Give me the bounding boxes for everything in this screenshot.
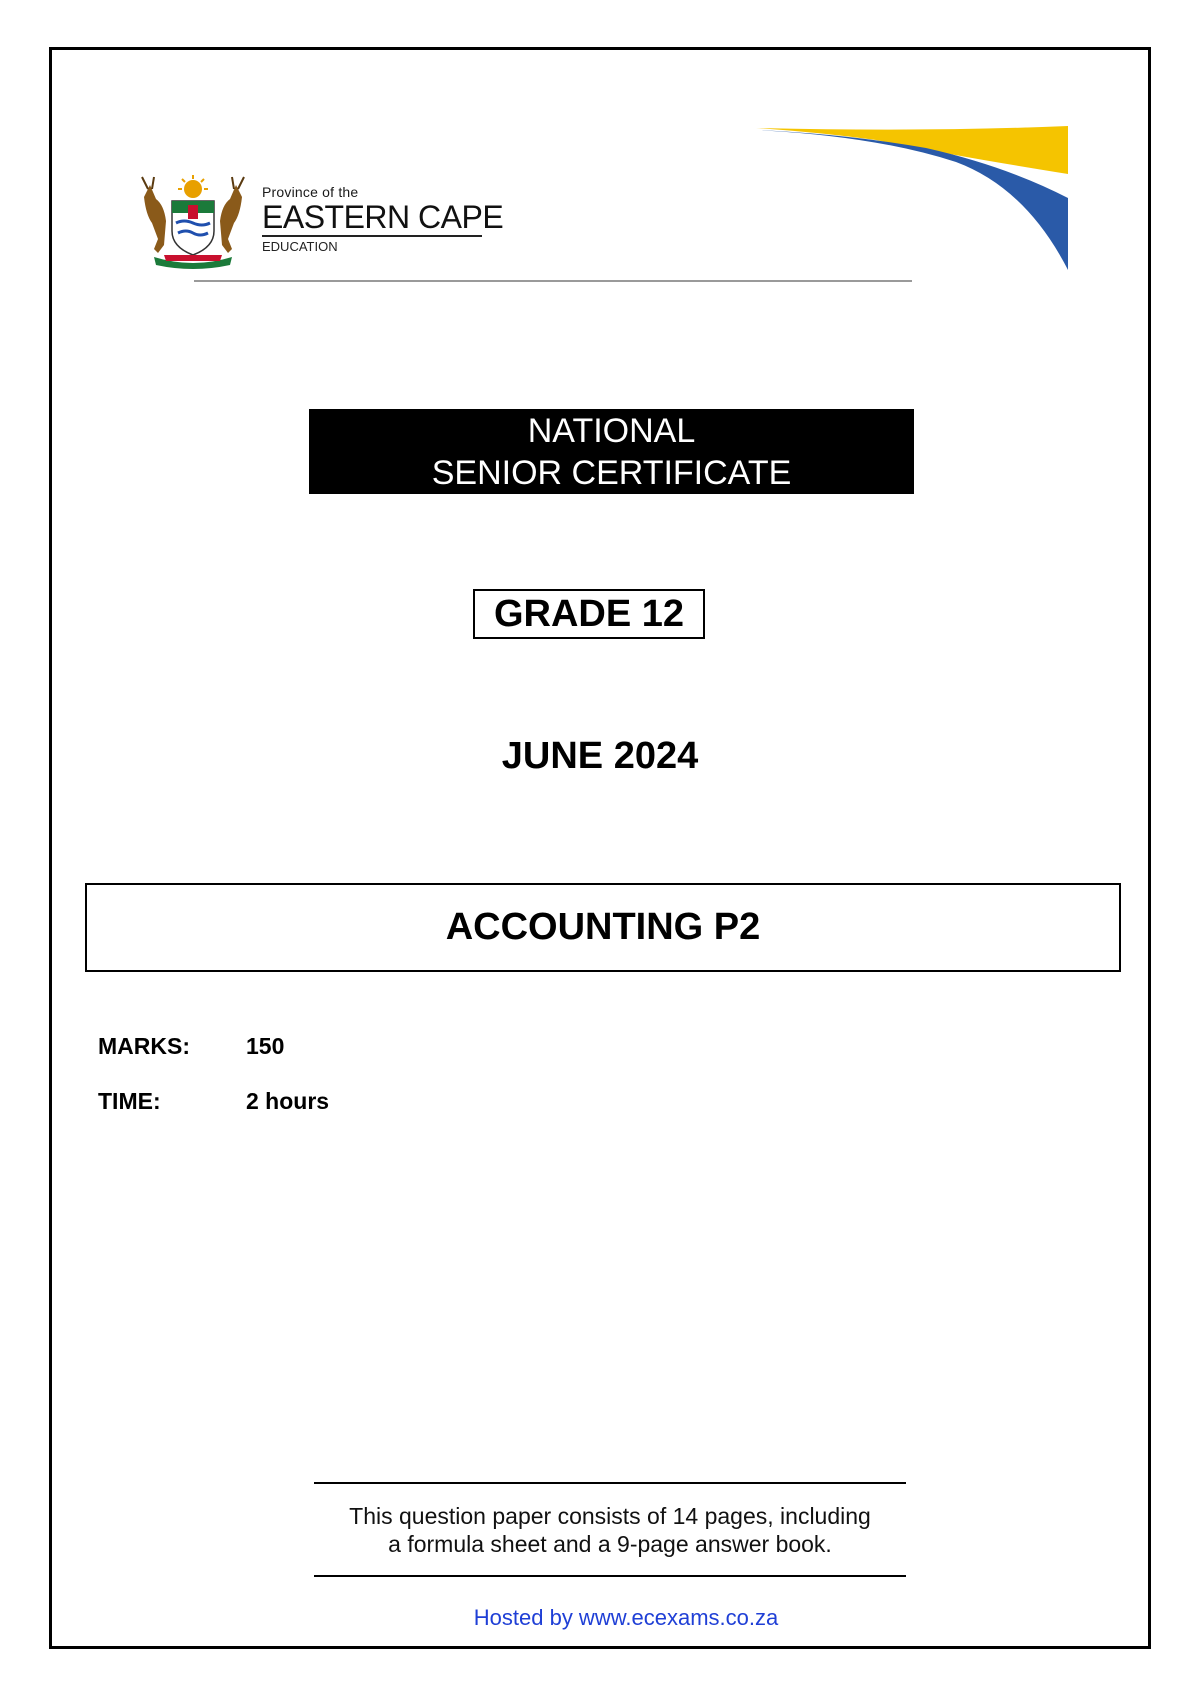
time-label: TIME: (98, 1088, 161, 1114)
certificate-title-box (309, 409, 914, 494)
footer-top-rule (314, 1482, 906, 1484)
coat-of-arms-icon (134, 175, 252, 269)
footer-bottom-rule (314, 1575, 906, 1577)
province-name: EASTERN CAPE (262, 199, 504, 235)
page-count-line-1: This question paper consists of 14 pages, including (349, 1503, 871, 1529)
page-border (49, 47, 1151, 1649)
subject-box: ACCOUNTING P2 (85, 883, 1121, 972)
grade-box: GRADE 12 (473, 589, 705, 639)
marks-value: 150 (246, 1033, 285, 1059)
hosted-by-link[interactable]: Hosted by www.ecexams.co.za (473, 1605, 779, 1630)
time-row (98, 1088, 329, 1115)
province-line: Province of the (262, 184, 359, 200)
page-count-note (314, 1502, 906, 1558)
certificate-line-2: SENIOR CERTIFICATE (431, 453, 792, 492)
certificate-line-1: NATIONAL (527, 411, 696, 450)
exam-date: JUNE 2024 (501, 735, 699, 777)
marks-label: MARKS: (98, 1033, 190, 1059)
marks-row (98, 1033, 284, 1060)
header-divider (194, 280, 912, 282)
logo-rule (262, 235, 482, 237)
department-name: EDUCATION (262, 239, 338, 254)
time-value: 2 hours (246, 1088, 330, 1114)
swoosh-graphic (756, 126, 1068, 270)
page-count-line-2: a formula sheet and a 9-page answer book. (388, 1531, 832, 1557)
province-logo (262, 184, 503, 254)
